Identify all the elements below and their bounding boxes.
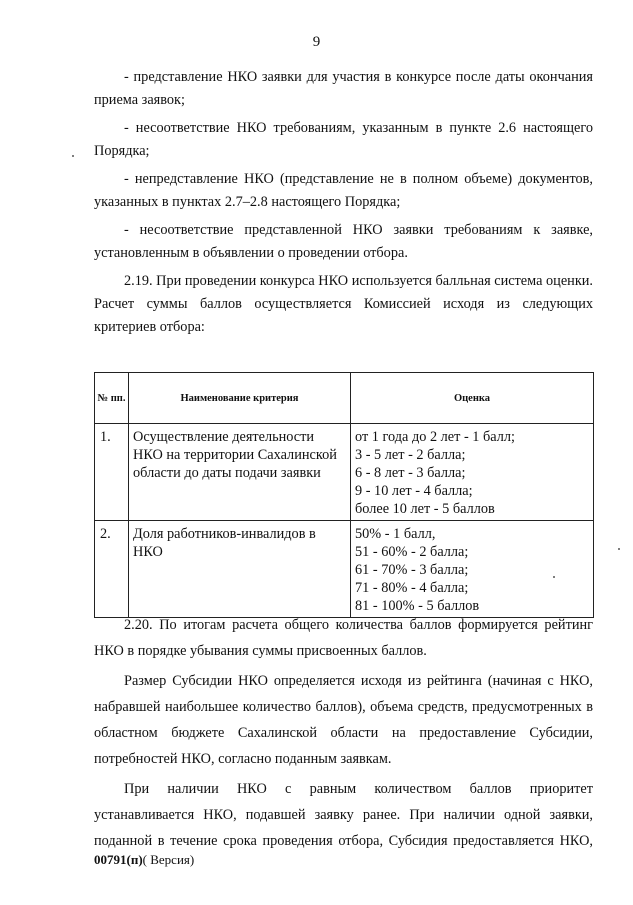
- document-version: ( Версия): [142, 852, 195, 867]
- score-line: 81 - 100% - 5 баллов: [355, 598, 480, 614]
- paragraph-item: - несоответствие НКО требованиям, указанным в пункте 2.6 настоящего Порядка;: [94, 120, 593, 159]
- column-header-number: № пп.: [95, 373, 129, 424]
- scan-speck: [553, 576, 555, 578]
- score-line: более 10 лет - 5 баллов: [355, 501, 495, 517]
- criteria-table: [94, 372, 594, 618]
- score-line: 71 - 80% - 4 балла;: [355, 580, 469, 596]
- paragraph-item: 2.19. При проведении конкурса НКО используется балльная система оценки. Расчет суммы баллов осуществляется Комиссией исходя из следующих критериев отбора:: [94, 273, 593, 335]
- page-number: 9: [312, 34, 321, 50]
- score-list: [351, 521, 594, 618]
- document-code: 00791(п): [94, 852, 143, 867]
- paragraph-item: - представление НКО заявки для участия в конкурсе после даты окончания приема заявок;: [94, 69, 593, 108]
- document-footer: [94, 852, 194, 868]
- body-text-bottom: [94, 612, 593, 858]
- paragraph-item: - непредставление НКО (представление не в полном объеме) документов, указанных в пунктах 2.7–2.8 настоящего Порядка;: [94, 171, 593, 210]
- paragraph-item: При наличии НКО с равным количеством баллов приоритет устанавливается НКО, подавшей заявку ранее. При наличии одной заявки, поданной в течение срока проведения отбора, Субсидия предоставляется НКО,: [94, 781, 593, 849]
- row-number: 2.: [95, 521, 129, 618]
- column-header-criterion: Наименование критерия: [129, 373, 351, 424]
- score-line: 3 - 5 лет - 2 балла;: [355, 447, 466, 463]
- table-header-row: [95, 373, 594, 424]
- table-row: [95, 521, 594, 618]
- row-number: 1.: [95, 424, 129, 521]
- score-line: 6 - 8 лет - 3 балла;: [355, 465, 466, 481]
- table-row: [95, 424, 594, 521]
- score-list: [351, 424, 594, 521]
- paragraph-item: Размер Субсидии НКО определяется исходя из рейтинга (начиная с НКО, набравшей наибольшее количество баллов), объема средств, предусмотренных в областном бюджете Сахалинской области на предоставление Субсидии, потребностей НКО, согласно поданным заявкам.: [94, 673, 593, 767]
- paragraph-item: 2.20. По итогам расчета общего количества баллов формируется рейтинг НКО в порядке убывания суммы присвоенных баллов.: [94, 617, 593, 659]
- scan-speck: [618, 548, 620, 550]
- score-line: 50% - 1 балл,: [355, 526, 436, 542]
- scan-speck: [72, 155, 74, 157]
- criterion-name: Доля работников-инвалидов в НКО: [129, 521, 351, 618]
- score-line: от 1 года до 2 лет - 1 балл;: [355, 429, 516, 445]
- body-text-top: [94, 66, 593, 344]
- criterion-name: Осуществление деятельности НКО на территории Сахалинской области до даты подачи заявки: [129, 424, 351, 521]
- score-line: 61 - 70% - 3 балла;: [355, 562, 469, 578]
- score-line: 9 - 10 лет - 4 балла;: [355, 483, 473, 499]
- column-header-score: Оценка: [351, 373, 594, 424]
- score-line: 51 - 60% - 2 балла;: [355, 544, 469, 560]
- paragraph-item: - несоответствие представленной НКО заявки требованиям к заявке, установленным в объявлении о проведении отбора.: [94, 222, 593, 261]
